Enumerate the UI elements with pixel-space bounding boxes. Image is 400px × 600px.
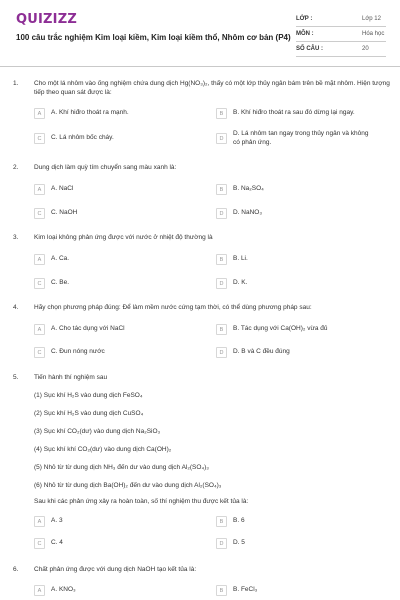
meta-subject <box>296 31 386 43</box>
option-letter-box: C <box>34 347 45 358</box>
question-number: 5. <box>13 374 19 381</box>
option-letter-box: C <box>34 538 45 549</box>
option-c[interactable] <box>34 208 204 222</box>
experiment-line-4: (4) Sục khí khí CO₂(dư) vào dung dịch Ca(OH)₂ <box>34 446 172 453</box>
option-letter-box: D <box>216 278 227 289</box>
option-text: A. KNO₃ <box>51 586 76 593</box>
question-text: Kim loại không phản ứng được với nước ở nhiệt độ thường là <box>34 234 213 241</box>
option-letter-box: B <box>216 516 227 527</box>
option-letter-box: D <box>216 133 227 144</box>
option-d[interactable] <box>216 347 386 361</box>
question-number: 1. <box>13 80 19 87</box>
option-letter-box: A <box>34 516 45 527</box>
option-d[interactable] <box>216 278 386 292</box>
option-letter-box: B <box>216 324 227 335</box>
option-b[interactable] <box>216 516 386 530</box>
question-number: 6. <box>13 566 19 573</box>
option-b[interactable] <box>216 108 386 122</box>
option-letter-box: B <box>216 254 227 265</box>
option-text: B. Li. <box>233 255 248 262</box>
meta-grade <box>296 16 386 28</box>
option-letter-box: C <box>34 208 45 219</box>
option-a[interactable] <box>34 184 204 198</box>
option-text: A. Khí hiđro thoát ra mạnh. <box>51 109 129 116</box>
question-text: Tiến hành thí nghiệm sau <box>34 374 108 381</box>
experiment-line-5: (5) Nhỏ từ từ dung dịch NH₃ đến dư vào dung dịch Al₂(SO₄)₃ <box>34 464 209 471</box>
question-text: Dung dịch làm quỳ tím chuyển sang màu xanh là: <box>34 164 177 171</box>
option-letter-box: D <box>216 208 227 219</box>
document-header <box>0 0 400 68</box>
option-a[interactable] <box>34 324 204 338</box>
option-letter-box: A <box>34 324 45 335</box>
question-number: 2. <box>13 164 19 171</box>
option-text: B. Khí hiđro thoát ra sau đó dừng lại ngay. <box>233 109 355 116</box>
meta-count-label: SỐ CÂU : <box>296 46 323 52</box>
option-c[interactable] <box>34 133 204 147</box>
option-text: A. 3 <box>51 517 63 524</box>
option-text: C. Lá nhôm bốc cháy. <box>51 134 114 141</box>
option-text: B. 6 <box>233 517 245 524</box>
option-text: C. Đun nóng nước <box>51 348 105 355</box>
question-number: 4. <box>13 304 19 311</box>
question-text: Chất phản ứng được với dung dịch NaOH tạo kết tủa là: <box>34 566 197 573</box>
meta-divider <box>296 56 386 57</box>
option-text: B. Tác dụng với Ca(OH)₂ vừa đủ <box>233 325 328 332</box>
option-d[interactable] <box>216 208 386 222</box>
meta-subject-value: Hóa học <box>362 31 385 37</box>
meta-grade-value: Lớp 12 <box>362 16 381 22</box>
experiment-line-3: (3) Sục khí CO₂(dư) vào dung dịch Na₂SiO₃ <box>34 428 161 435</box>
meta-count <box>296 46 386 58</box>
option-text: C. Be. <box>51 279 70 286</box>
meta-subject-label: MÔN : <box>296 31 314 37</box>
experiment-line-2: (2) Sục khí H₂S vào dung dịch CuSO₄ <box>34 410 144 417</box>
question-prompt: Sau khi các phản ứng xảy ra hoàn toàn, số thí nghiệm thu được kết tủa là: <box>34 498 249 505</box>
option-text: A. Ca. <box>51 255 70 262</box>
option-text: B. Na₂SO₄ <box>233 185 264 192</box>
option-a[interactable] <box>34 516 204 530</box>
option-text: A. Cho tác dụng với NaCl <box>51 325 125 332</box>
option-letter-box: B <box>216 108 227 119</box>
meta-grade-label: LỚP : <box>296 16 313 22</box>
option-text: D. K. <box>233 279 248 286</box>
option-c[interactable] <box>34 278 204 292</box>
option-a[interactable] <box>34 108 204 122</box>
option-text: C. NaOH <box>51 209 78 216</box>
question-number: 3. <box>13 234 19 241</box>
experiment-line-1: (1) Sục khí H₂S vào dung dịch FeSO₄ <box>34 392 143 399</box>
option-letter-box: B <box>216 585 227 596</box>
option-text: D. Lá nhôm tan ngay trong thủy ngân và không có phản ứng. <box>233 130 369 146</box>
option-a[interactable] <box>34 254 204 268</box>
option-b[interactable] <box>216 324 386 338</box>
option-letter-box: A <box>34 184 45 195</box>
option-letter-box: B <box>216 184 227 195</box>
meta-count-value: 20 <box>362 46 369 52</box>
option-text: A. NaCl <box>51 185 74 192</box>
meta-divider <box>296 41 386 42</box>
quizizz-logo: QUIZIZZ <box>16 12 77 27</box>
question-text: Cho một lá nhôm vào ống nghiệm chứa dung dịch Hg(NO₃)₂, thấy có một lớp thủy ngân bám trên bề mặt nhôm. Hiện tượng tiếp theo quan sát được là: <box>34 80 390 96</box>
option-c[interactable] <box>34 538 204 552</box>
option-text: C. 4 <box>51 539 63 546</box>
option-letter-box: A <box>34 254 45 265</box>
option-b[interactable] <box>216 254 386 268</box>
option-text: D. B và C đều đúng <box>233 348 290 355</box>
meta-divider <box>296 26 386 27</box>
option-text: D. NaNO₃ <box>233 209 263 216</box>
option-letter-box: A <box>34 585 45 596</box>
option-b[interactable] <box>216 184 386 198</box>
option-letter-box: C <box>34 278 45 289</box>
experiment-line-6: (6) Nhỏ từ từ dung dịch Ba(OH)₂ đến dư vào dung dịch Al₂(SO₄)₃ <box>34 482 222 489</box>
option-text: B. FeCl₃ <box>233 586 258 593</box>
option-letter-box: D <box>216 538 227 549</box>
header-divider <box>0 66 400 67</box>
document-title: 100 câu trắc nghiệm Kim loại kiềm, Kim loại kiềm thổ, Nhôm cơ bản (P4) <box>16 33 291 42</box>
option-letter-box: D <box>216 347 227 358</box>
option-d[interactable] <box>216 130 386 147</box>
option-letter-box: C <box>34 133 45 144</box>
option-a[interactable] <box>34 585 204 599</box>
option-d[interactable] <box>216 538 386 552</box>
option-b[interactable] <box>216 585 386 599</box>
option-letter-box: A <box>34 108 45 119</box>
option-c[interactable] <box>34 347 204 361</box>
question-text: Hãy chọn phương pháp đúng: Để làm mềm nước cứng tạm thời, có thể dùng phương pháp sau: <box>34 304 312 311</box>
option-text: D. 5 <box>233 539 245 546</box>
